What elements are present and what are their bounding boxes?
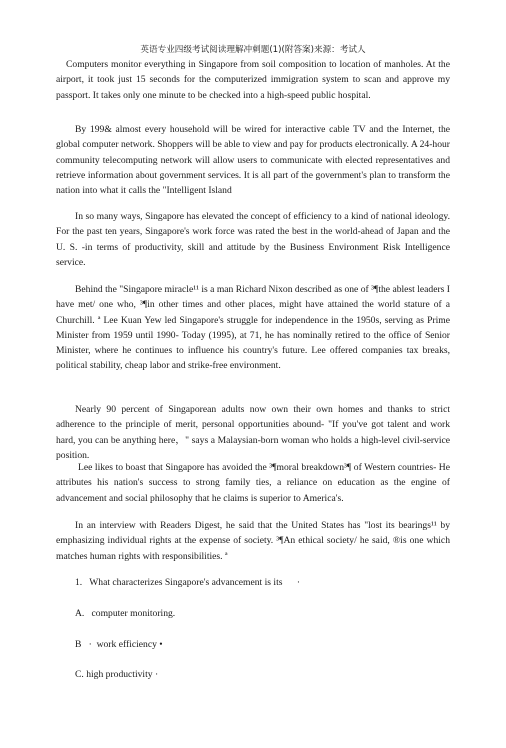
paragraph-5: Nearly 90 percent of Singaporean adults now own their own homes and thanks to strict adherence to the principle of merit, personal opportunities abound- "If you've got talent and work hard, you can be anything here，" says a Malaysian-born woman who holds a high-level civil-service position. xyxy=(56,404,450,461)
paragraph-4: Behind the "Singapore miracle¹¹ is a man Richard Nixon described as one of ³¶the ablest leaders I have met/ one who, ³¶in other times and other places, might have attained the world stature of a Churchill. ª Lee Kuan Yew led Singapore's struggle for independence in the 1950s, serving as Prime Minister from 1959 until 1990- Today (1995), at 71, he has nominally retired to the office of Senior Minister, where he continues to influence his country's future. Lee offered companies tax breaks, political stability, cheap labor and strike-free environment. xyxy=(56,284,450,372)
paragraph-2: By 199& almost every household will be wired for interactive cable TV and the Internet, the global computer network. Shoppers will be able to view and pay for products electronically. A 24-hour community telecomputing network will allow users to communicate with elected representatives and retrieve information about government services. It is all part of the government's plan to transform the nation into what it calls the "Intelligent Island xyxy=(56,124,450,197)
paragraph-3: In so many ways, Singapore has elevated the concept of efficiency to a kind of national ideology. For the past ten years, Singapore's work force was rated the best in the world-ahead of Japan and the U. S. -in terms of productivity, skill and attitude by the Business Environment Risk Intelligence service. xyxy=(56,211,450,268)
question-stem: 1. What characterizes Singapore's advancement is its · xyxy=(75,577,301,588)
option-c: C. high productivity · xyxy=(75,669,159,680)
paragraph-7: In an interview with Readers Digest, he said that the United States has "lost its bearings¹¹ by emphasizing individual rights at the expense of society. ³¶An ethical society/ he said, ®is one which matches human rights with responsibilities. ª xyxy=(56,520,450,562)
page-title: 英语专业四级考试阅读理解冲刺题(1)(附答案)来源：考试人 xyxy=(140,45,366,55)
paragraph-1: Computers monitor everything in Singapore from soil composition to location of manholes. At the airport, it took just 15 seconds for the computerized immigration system to scan and approve my passport. It takes only one minute to be checked into a high-speed public hospital. xyxy=(56,59,450,101)
option-a: A. computer monitoring. xyxy=(75,608,176,619)
paragraph-6: Lee likes to boast that Singapore has avoided the ³¶moral breakdown³¶ of Western countries- He attributes his nation's success to strong family ties, a reliance on education as the engine of advancement and social philosophy that he claims is superior to America's. xyxy=(56,462,450,504)
option-b: B · work efficiency • xyxy=(75,639,163,650)
